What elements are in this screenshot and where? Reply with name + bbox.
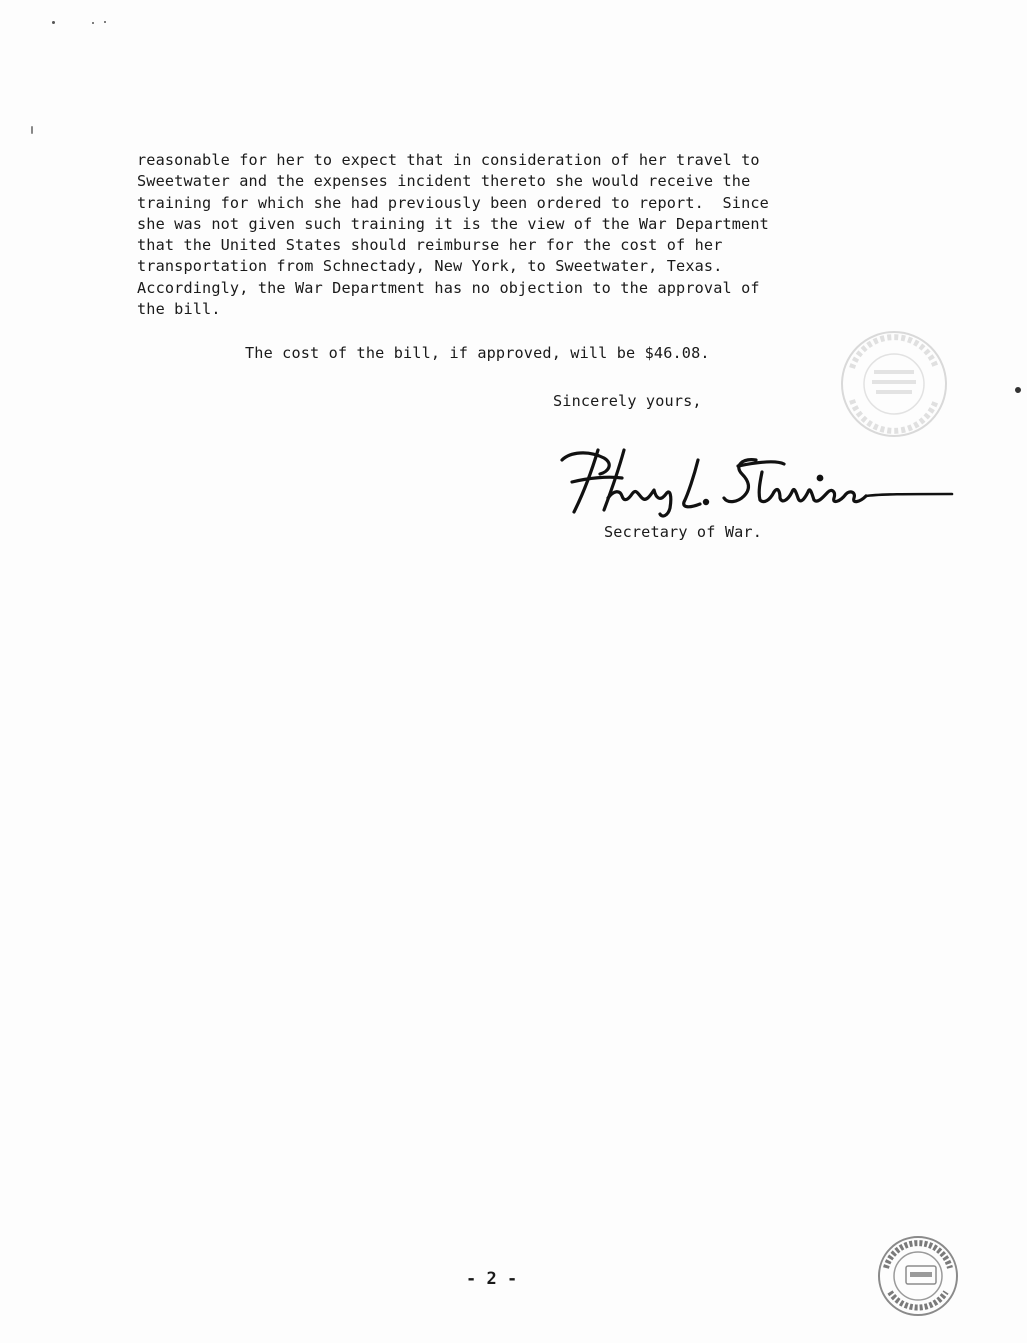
scan-speck [92,22,94,24]
scan-speck [104,21,106,23]
page-number: - 2 - [466,1269,518,1289]
signatory-title: Secretary of War. [604,523,762,541]
body-line: Sweetwater and the expenses incident thereto she would receive the [137,172,751,191]
body-line: reasonable for her to expect that in consideration of her travel to [137,151,760,169]
body-line: transportation from Schnectady, New York, to Sweetwater, Texas. [137,257,723,276]
letter-body-paragraph [137,150,877,320]
body-line: that the United States should reimburse her for the cost of her [137,236,723,255]
body-line: training for which she had previously been ordered to report. Since [137,193,769,212]
archive-stamp-faint [838,328,950,440]
body-line: she was not given such training it is the view of the War Department [137,214,769,233]
body-line: the bill. [137,300,221,319]
scan-speck [31,126,33,134]
archive-stamp-nara [876,1234,960,1318]
scan-speck [1015,387,1021,393]
complimentary-closing: Sincerely yours, [553,392,702,410]
scan-speck [52,21,55,24]
cost-statement: The cost of the bill, if approved, will be $46.08. [245,344,710,362]
body-line: Accordingly, the War Department has no objection to the approval of [137,278,760,297]
